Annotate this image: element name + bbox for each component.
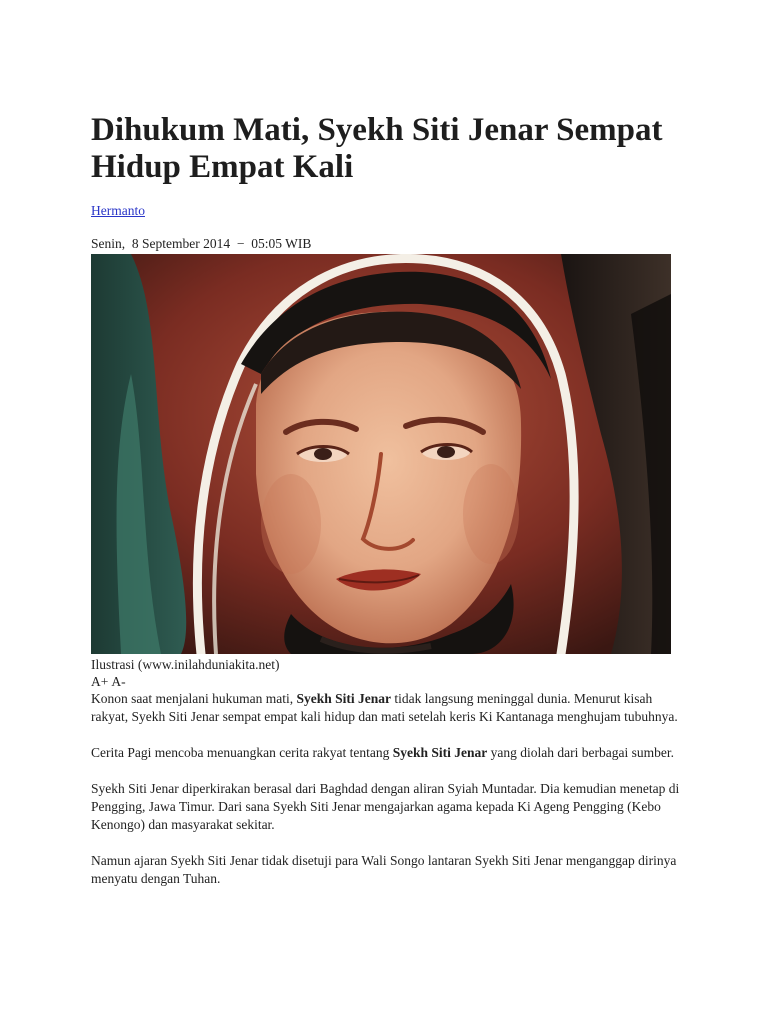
article-photo xyxy=(91,254,671,654)
paragraph xyxy=(91,744,691,762)
paragraph: Namun ajaran Syekh Siti Jenar tidak disetuji para Wali Songo lantaran Syekh Siti Jenar menganggap dirinya menyatu dengan Tuhan. xyxy=(91,853,677,886)
paragraph-text: Cerita Pagi mencoba menuangkan cerita rakyat tentang xyxy=(91,745,393,760)
author-link[interactable]: Hermanto xyxy=(91,203,145,218)
image-caption: Ilustrasi (www.inilahduniakita.net) xyxy=(91,657,280,672)
portrait-illustration xyxy=(91,254,671,654)
font-size-controls xyxy=(91,673,129,690)
font-decrease-button[interactable]: A- xyxy=(111,674,126,689)
font-increase-button[interactable]: A+ xyxy=(91,674,109,689)
paragraph: Syekh Siti Jenar diperkirakan berasal dari Baghdad dengan aliran Syiah Muntadar. Dia kemudian menetap di Pengging, Jawa Timur. Dari sana Syekh Siti Jenar mengajarkan agama kepada Ki Ageng Pengging (Kebo Kenongo) dan masyarakat sekitar. xyxy=(91,781,680,832)
article-title: Dihukum Mati, Syekh Siti Jenar Sempat Hidup Empat Kali xyxy=(91,112,663,185)
publish-date: Senin, 8 September 2014 − 05:05 WIB xyxy=(91,236,312,251)
paragraph xyxy=(91,690,691,726)
paragraph-text: tidak langsung meninggal dunia. Menurut kisah rakyat, Syekh Siti Jenar sempat empat kali hidup dan mati setelah keris Ki Kantanaga menghujam tubuhnya. xyxy=(91,691,678,724)
paragraph-text: yang diolah dari berbagai sumber. xyxy=(487,745,674,760)
bold-name: Syekh Siti Jenar xyxy=(296,691,391,706)
article-body xyxy=(91,690,691,906)
bold-name: Syekh Siti Jenar xyxy=(392,745,488,760)
paragraph-text: Konon saat menjalani hukuman mati, xyxy=(91,691,297,706)
